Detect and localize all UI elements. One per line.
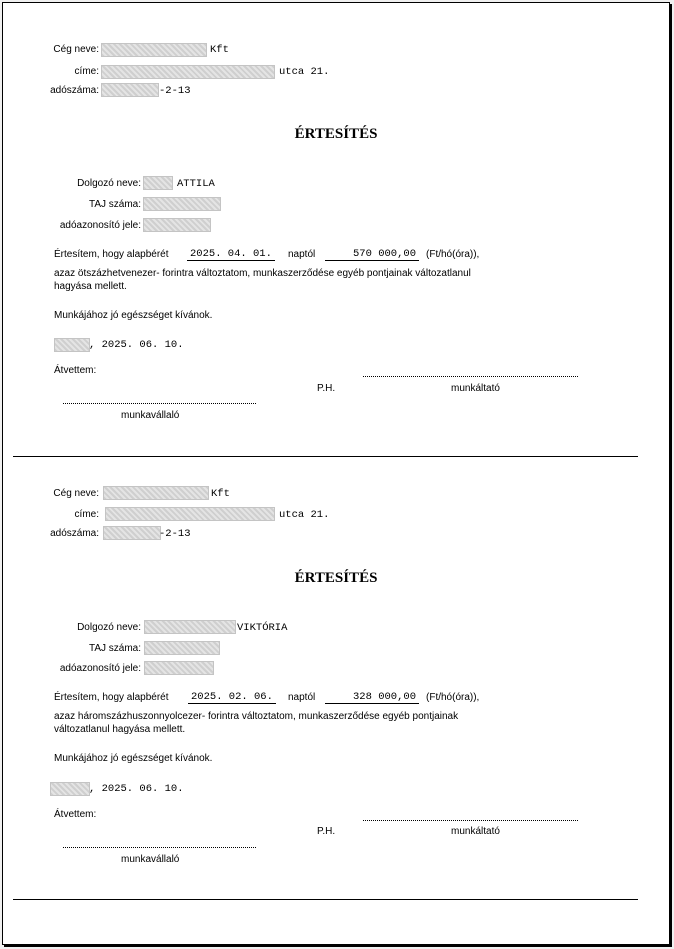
salary-unit: (Ft/hó(óra)), xyxy=(426,692,480,703)
notice-title: ÉRTESÍTÉS xyxy=(294,570,378,586)
tax-number-label: adószáma: xyxy=(50,528,99,539)
taj-label: TAJ száma: xyxy=(88,199,141,210)
employee-name-label: Dolgozó neve: xyxy=(77,622,141,633)
company-label: Cég neve: xyxy=(53,488,99,499)
taj-redacted xyxy=(144,641,220,655)
effective-date: 2025. 02. 06. xyxy=(188,691,276,704)
employee-signature-label: munkavállaló xyxy=(121,854,180,865)
separator-line xyxy=(13,899,638,900)
employee-given-name: ATTILA xyxy=(177,178,215,190)
from-word: naptól xyxy=(288,692,316,703)
wish-text: Munkájához jó egészséget kívánok. xyxy=(54,753,213,764)
address-suffix: utca 21. xyxy=(279,66,330,78)
employee-signature-label: munkavállaló xyxy=(121,410,180,421)
address-redacted xyxy=(105,507,275,521)
from-word: naptól xyxy=(288,249,316,260)
employer-signature-line xyxy=(363,820,578,821)
received-label: Átvettem: xyxy=(54,365,97,376)
notify-prefix: Értesítem, hogy alapbérét xyxy=(54,692,169,703)
place-redacted xyxy=(50,782,90,796)
received-label: Átvettem: xyxy=(54,809,97,820)
document-page xyxy=(2,2,670,945)
taj-label: TAJ száma: xyxy=(88,643,141,654)
address-label: címe: xyxy=(74,509,99,520)
employer-label: munkáltató xyxy=(451,383,500,394)
tax-number-redacted xyxy=(103,526,161,540)
base-salary-amount: 570 000,00 xyxy=(325,248,419,261)
salary-unit: (Ft/hó(óra)), xyxy=(426,249,480,260)
sentence-line-2: változatlanul hagyása mellett. xyxy=(54,724,186,735)
ph-label: P.H. xyxy=(317,383,336,394)
place-date: , 2025. 06. 10. xyxy=(89,339,184,351)
notice-title: ÉRTESÍTÉS xyxy=(294,126,378,142)
employee-surname-redacted xyxy=(144,620,236,634)
sentence-line-2: hagyása mellett. xyxy=(54,281,127,292)
tax-number-suffix: -2-13 xyxy=(159,528,191,540)
effective-date: 2025. 04. 01. xyxy=(187,248,275,261)
place-date: , 2025. 06. 10. xyxy=(89,783,184,795)
tax-id-redacted xyxy=(144,661,214,675)
company-suffix: Kft xyxy=(211,488,230,500)
tax-number-label: adószáma: xyxy=(50,85,99,96)
tax-id-label: adóazonosító jele: xyxy=(59,663,141,674)
company-name-redacted xyxy=(103,486,209,500)
employer-label: munkáltató xyxy=(451,826,500,837)
notify-prefix: Értesítem, hogy alapbérét xyxy=(54,249,169,260)
address-label: címe: xyxy=(74,66,99,77)
sentence-line-1: azaz ötszázhetvenezer- forintra változtatom, munkaszerződése egyéb pontjainak változatlanul xyxy=(54,268,471,279)
employee-name-label: Dolgozó neve: xyxy=(77,178,141,189)
wish-text: Munkájához jó egészséget kívánok. xyxy=(54,310,213,321)
employee-signature-line xyxy=(63,847,256,848)
tax-id-label: adóazonosító jele: xyxy=(59,220,141,231)
tax-number-suffix: -2-13 xyxy=(159,85,191,97)
notice-2 xyxy=(3,3,669,944)
company-label: Cég neve: xyxy=(53,44,99,55)
sentence-line-1: azaz háromszázhuszonnyolcezer- forintra változtatom, munkaszerződése egyéb pontjainak xyxy=(54,711,459,722)
employee-given-name: VIKTÓRIA xyxy=(237,622,288,634)
company-suffix: Kft xyxy=(210,44,229,56)
ph-label: P.H. xyxy=(317,826,336,837)
base-salary-amount: 328 000,00 xyxy=(325,691,419,704)
address-suffix: utca 21. xyxy=(279,509,330,521)
